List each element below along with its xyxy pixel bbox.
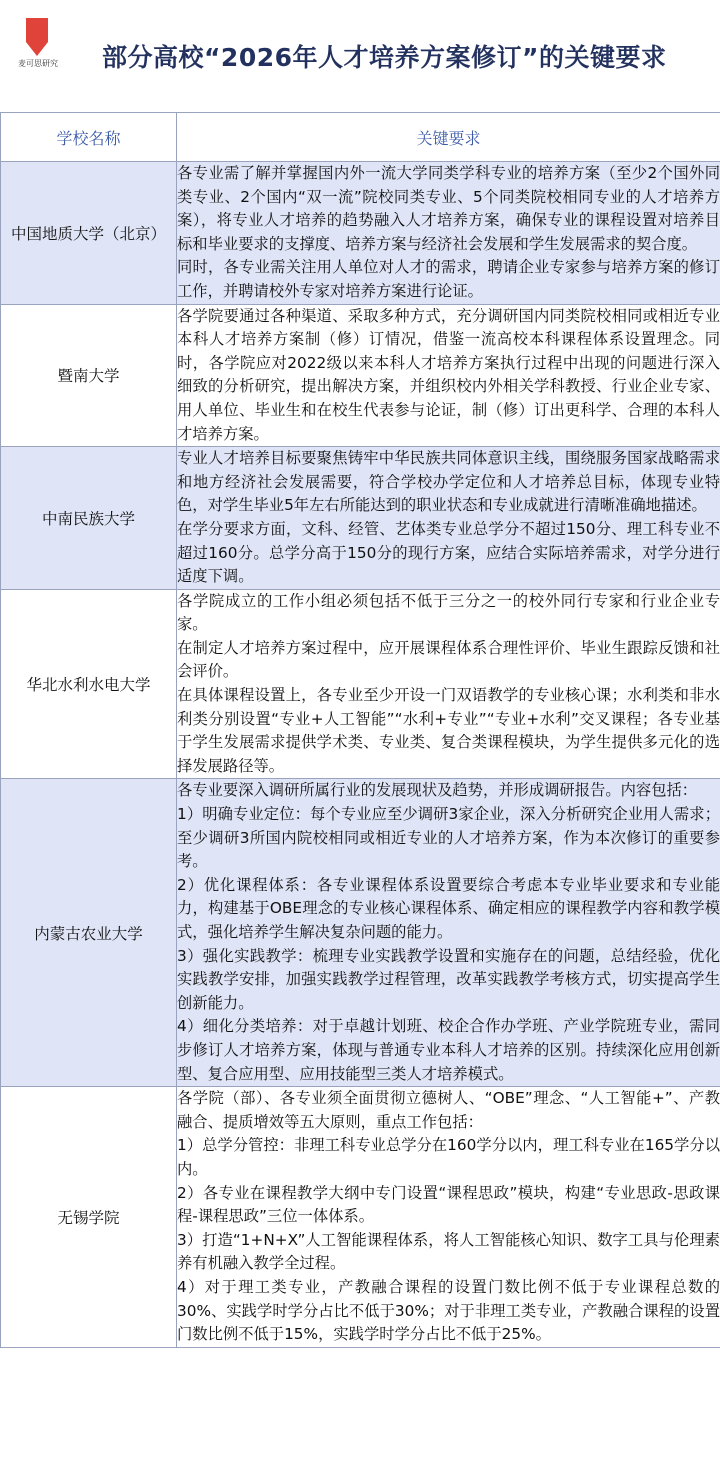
column-header-school: 学校名称 [1,113,177,162]
requirement-paragraph: 1）明确专业定位：每个专业应至少调研3家企业，深入分析研究企业用人需求；至少调研3所国内院校相同或相近专业的人才培养方案，作为本次修订的重要参考。 [177,805,720,871]
requirements-cell [177,779,720,1087]
requirements-cell [177,589,720,779]
table-row [1,1087,720,1348]
requirement-paragraph: 3）强化实践教学：梳理专业实践教学设置和实施存在的问题，总结经验，优化实践教学安排，加强实践教学过程管理，改革实践教学考核方式，切实提高学生创新能力。 [177,946,720,1012]
requirement-paragraph: 各学院成立的工作小组必须包括不低于三分之一的校外同行专家和行业企业专家。 [177,591,720,634]
requirement-paragraph: 1）总学分管控：非理工科专业总学分在160学分以内，理工科专业在165学分以内。 [177,1136,720,1178]
requirements-cell [177,447,720,590]
column-header-requirements: 关键要求 [177,113,720,162]
requirement-paragraph: 各学院要通过各种渠道、采取多种方式，充分调研国内同类院校相同或相近专业本科人才培养方案制（修）订情况，借鉴一流高校本科课程体系设置理念。同时，各学院应对2022级以来本科人才培养方案执行过程中出现的问题进行深入细致的分析研究，提出解决方案，并组织校内外相关学科教授、行业企业专家、用人单位、毕业生和在校生代表参与论证，制（修）订出更科学、合理的本科人才培养方案。 [177,306,720,443]
logo-triangle-icon [26,42,48,56]
requirement-paragraph: 专业人才培养目标要聚焦铸牢中华民族共同体意识主线，围绕服务国家战略需求和地方经济社会发展需要，符合学校办学定位和人才培养总目标，体现专业特色，对学生毕业5年左右所能达到的职业状态和专业成就进行清晰准确地描述。 [177,449,720,515]
requirement-paragraph: 2）各专业在课程教学大纲中专门设置“课程思政”模块，构建“专业思政-思政课程-课程思政”三位一体体系。 [177,1183,720,1226]
school-name: 中国地质大学（北京） [1,162,177,305]
table-body [1,162,720,1348]
table-header-row [1,113,720,162]
requirement-paragraph: 4）细化分类培养：对于卓越计划班、校企合作办学班、产业学院班专业，需同步修订人才培养方案，体现与普通专业本科人才培养的区别。持续深化应用创新型、复合应用型、应用技能型三类人才培养模式。 [177,1017,720,1083]
school-name: 华北水利水电大学 [1,589,177,779]
page-title: 部分高校“2026年人才培养方案修订”的关键要求 [102,43,667,72]
requirement-paragraph: 各学院（部）、各专业须全面贯彻立德树人、“OBE”理念、“人工智能+”、产教融合、提质增效等五大原则，重点工作包括： [177,1089,720,1131]
requirement-paragraph: 各专业需了解并掌握国内外一流大学同类学科专业的培养方案（至少2个国外同类专业、2个国内“双一流”院校同类专业、5个同类院校相同专业的人才培养方案），将专业人才培养的趋势融入人才培养方案，确保专业的课程设置对培养目标和毕业要求的支撑度、培养方案与经济社会发展和学生发展需求的契合度。 [177,164,720,253]
requirement-paragraph: 4）对于理工类专业，产教融合课程的设置门数比例不低于专业课程总数的30%、实践学时学分占比不低于30%；对于非理工类专业，产教融合课程的设置门数比例不低于15%，实践学时学分占比不低于25%。 [177,1277,720,1344]
logo-text: 麦可思研究 [18,59,58,68]
requirement-paragraph: 3）打造“1+N+X”人工智能课程体系，将人工智能核心知识、数字工具与伦理素养有机融入教学全过程。 [177,1230,720,1273]
school-name: 中南民族大学 [1,447,177,590]
requirement-paragraph: 在学分要求方面，文科、经管、艺体类专业总学分不超过150分、理工科专业不超过160分。总学分高于150分的现行方案，应结合实际培养需求，对学分进行适度下调。 [177,519,720,586]
requirements-table [0,112,720,1348]
school-name: 无锡学院 [1,1087,177,1348]
requirement-paragraph: 各专业要深入调研所属行业的发展现状及趋势，并形成调研报告。内容包括： [177,781,698,800]
requirement-paragraph: 2）优化课程体系：各专业课程体系设置要综合考虑本专业毕业要求和专业能力，构建基于OBE理念的专业核心课程体系、确定相应的课程教学内容和教学模式，强化培养学生解决复杂问题的能力。 [177,875,720,941]
table-row [1,304,720,447]
page-header [0,0,720,112]
brand-logo [18,18,56,69]
school-name: 内蒙古农业大学 [1,779,177,1087]
requirement-paragraph: 在制定人才培养方案过程中，应开展课程体系合理性评价、毕业生跟踪反馈和社会评价。 [177,638,720,681]
logo-flag-icon [26,18,48,42]
requirement-paragraph: 同时，各专业需关注用人单位对人才的需求，聘请企业专家参与培养方案的修订工作，并聘请校外专家对培养方案进行论证。 [177,258,720,300]
table-row [1,447,720,590]
requirements-cell [177,304,720,447]
school-name: 暨南大学 [1,304,177,447]
table-row [1,589,720,779]
requirement-paragraph: 在具体课程设置上，各专业至少开设一门双语教学的专业核心课；水利类和非水利类分别设置“专业+人工智能”“水利+专业”“专业+水利”交叉课程；各专业基于学生发展需求提供学术类、专业类、复合类课程模块，为学生提供多元化的选择发展路径等。 [177,686,720,775]
requirements-cell [177,162,720,305]
requirements-cell [177,1087,720,1348]
table-row [1,779,720,1087]
table-row [1,162,720,305]
